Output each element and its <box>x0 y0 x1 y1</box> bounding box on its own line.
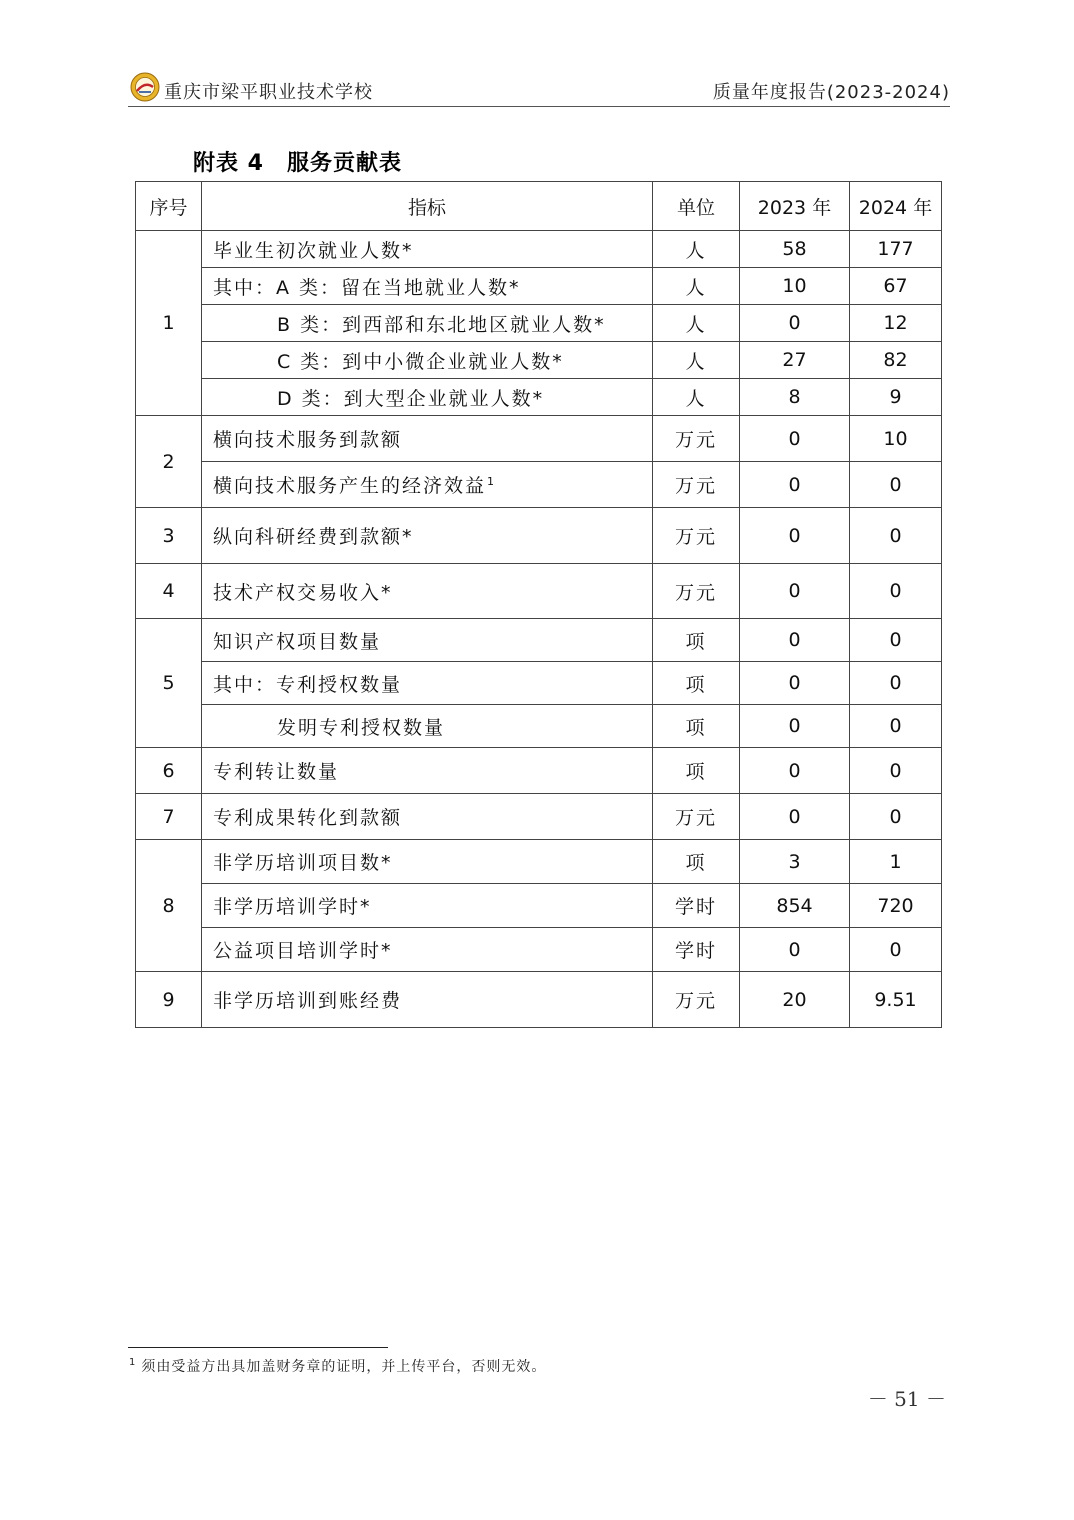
value-2023: 0 <box>740 564 850 619</box>
value-2024: 67 <box>850 268 942 305</box>
indicator: 毕业生初次就业人数* <box>202 231 653 268</box>
value-2024: 82 <box>850 342 942 379</box>
value-2023: 0 <box>740 705 850 748</box>
value-2024: 0 <box>850 928 942 972</box>
value-2023: 27 <box>740 342 850 379</box>
unit: 人 <box>653 268 740 305</box>
indicator: 其中：A 类：留在当地就业人数* <box>202 268 653 305</box>
value-2024: 177 <box>850 231 942 268</box>
indicator: 横向技术服务到款额 <box>202 416 653 462</box>
indicator: 发明专利授权数量 <box>202 705 653 748</box>
value-2024: 9 <box>850 379 942 416</box>
value-2024: 0 <box>850 564 942 619</box>
unit: 项 <box>653 619 740 662</box>
indicator: 专利成果转化到款额 <box>202 794 653 840</box>
page-header <box>128 70 950 107</box>
indicator: 其中：专利授权数量 <box>202 662 653 705</box>
unit: 万元 <box>653 416 740 462</box>
value-2024: 0 <box>850 619 942 662</box>
value-2024: 10 <box>850 416 942 462</box>
value-2024: 0 <box>850 462 942 508</box>
value-2023: 0 <box>740 305 850 342</box>
value-2024: 1 <box>850 840 942 884</box>
unit: 万元 <box>653 462 740 508</box>
table-title: 附表 4 服务贡献表 <box>193 151 402 176</box>
unit: 项 <box>653 705 740 748</box>
value-2023: 58 <box>740 231 850 268</box>
indicator: 横向技术服务产生的经济效益 <box>213 475 487 497</box>
table-row <box>136 342 942 379</box>
value-2023: 0 <box>740 928 850 972</box>
footnote-text: 须由受益方出具加盖财务章的证明，并上传平台，否则无效。 <box>141 1359 547 1375</box>
value-2023: 0 <box>740 619 850 662</box>
value-2024: 0 <box>850 794 942 840</box>
footnote-ref: 1 <box>487 474 495 488</box>
indicator: 非学历培训学时* <box>202 884 653 928</box>
indicator: 专利转让数量 <box>202 748 653 794</box>
row-number: 8 <box>136 840 202 972</box>
value-2024: 0 <box>850 705 942 748</box>
value-2024: 9.51 <box>850 972 942 1028</box>
value-2024: 12 <box>850 305 942 342</box>
row-number: 7 <box>136 794 202 840</box>
table-row <box>136 748 942 794</box>
col-header-2024: 2024 年 <box>850 182 942 231</box>
table-row <box>136 794 942 840</box>
table-row <box>136 840 942 884</box>
service-contribution-table <box>135 181 942 1028</box>
row-number: 1 <box>136 231 202 416</box>
unit: 万元 <box>653 564 740 619</box>
value-2024: 0 <box>850 508 942 564</box>
unit: 学时 <box>653 928 740 972</box>
row-number: 3 <box>136 508 202 564</box>
table-row <box>136 231 942 268</box>
indicator-cell <box>202 462 653 508</box>
page-number: － 51 － <box>867 1387 946 1411</box>
table-row <box>136 884 942 928</box>
table-row <box>136 508 942 564</box>
table-row <box>136 564 942 619</box>
unit: 万元 <box>653 508 740 564</box>
value-2023: 0 <box>740 794 850 840</box>
value-2023: 20 <box>740 972 850 1028</box>
row-number: 6 <box>136 748 202 794</box>
table-row <box>136 662 942 705</box>
col-header-no: 序号 <box>136 182 202 231</box>
table-row <box>136 379 942 416</box>
table-row <box>136 416 942 462</box>
col-header-unit: 单位 <box>653 182 740 231</box>
unit: 项 <box>653 662 740 705</box>
indicator: 纵向科研经费到款额* <box>202 508 653 564</box>
table-row <box>136 705 942 748</box>
row-number: 4 <box>136 564 202 619</box>
table-row <box>136 268 942 305</box>
indicator: 非学历培训到账经费 <box>202 972 653 1028</box>
footnote <box>128 1356 546 1376</box>
value-2023: 0 <box>740 662 850 705</box>
value-2023: 854 <box>740 884 850 928</box>
value-2023: 3 <box>740 840 850 884</box>
indicator: D 类：到大型企业就业人数* <box>202 379 653 416</box>
row-number: 5 <box>136 619 202 748</box>
unit: 学时 <box>653 884 740 928</box>
value-2023: 0 <box>740 416 850 462</box>
indicator: B 类：到西部和东北地区就业人数* <box>202 305 653 342</box>
unit: 万元 <box>653 972 740 1028</box>
col-header-2023: 2023 年 <box>740 182 850 231</box>
value-2023: 8 <box>740 379 850 416</box>
table-row <box>136 305 942 342</box>
indicator: C 类：到中小微企业就业人数* <box>202 342 653 379</box>
indicator: 知识产权项目数量 <box>202 619 653 662</box>
unit: 人 <box>653 342 740 379</box>
school-name: 重庆市梁平职业技术学校 <box>164 82 373 103</box>
unit: 项 <box>653 840 740 884</box>
row-number: 9 <box>136 972 202 1028</box>
value-2023: 0 <box>740 462 850 508</box>
unit: 人 <box>653 305 740 342</box>
value-2024: 0 <box>850 748 942 794</box>
indicator: 非学历培训项目数* <box>202 840 653 884</box>
school-logo <box>130 72 160 102</box>
table-row <box>136 928 942 972</box>
footnote-marker: 1 <box>129 1357 136 1369</box>
table-row <box>136 972 942 1028</box>
value-2023: 10 <box>740 268 850 305</box>
value-2023: 0 <box>740 748 850 794</box>
unit: 万元 <box>653 794 740 840</box>
unit: 项 <box>653 748 740 794</box>
footnote-divider <box>128 1347 388 1348</box>
row-number: 2 <box>136 416 202 508</box>
table-row <box>136 619 942 662</box>
table-header-row <box>136 182 942 231</box>
value-2023: 0 <box>740 508 850 564</box>
value-2024: 720 <box>850 884 942 928</box>
unit: 人 <box>653 231 740 268</box>
table-row <box>136 462 942 508</box>
indicator: 技术产权交易收入* <box>202 564 653 619</box>
value-2024: 0 <box>850 662 942 705</box>
unit: 人 <box>653 379 740 416</box>
col-header-indicator: 指标 <box>202 182 653 231</box>
report-title: 质量年度报告(2023-2024) <box>712 82 950 103</box>
indicator: 公益项目培训学时* <box>202 928 653 972</box>
